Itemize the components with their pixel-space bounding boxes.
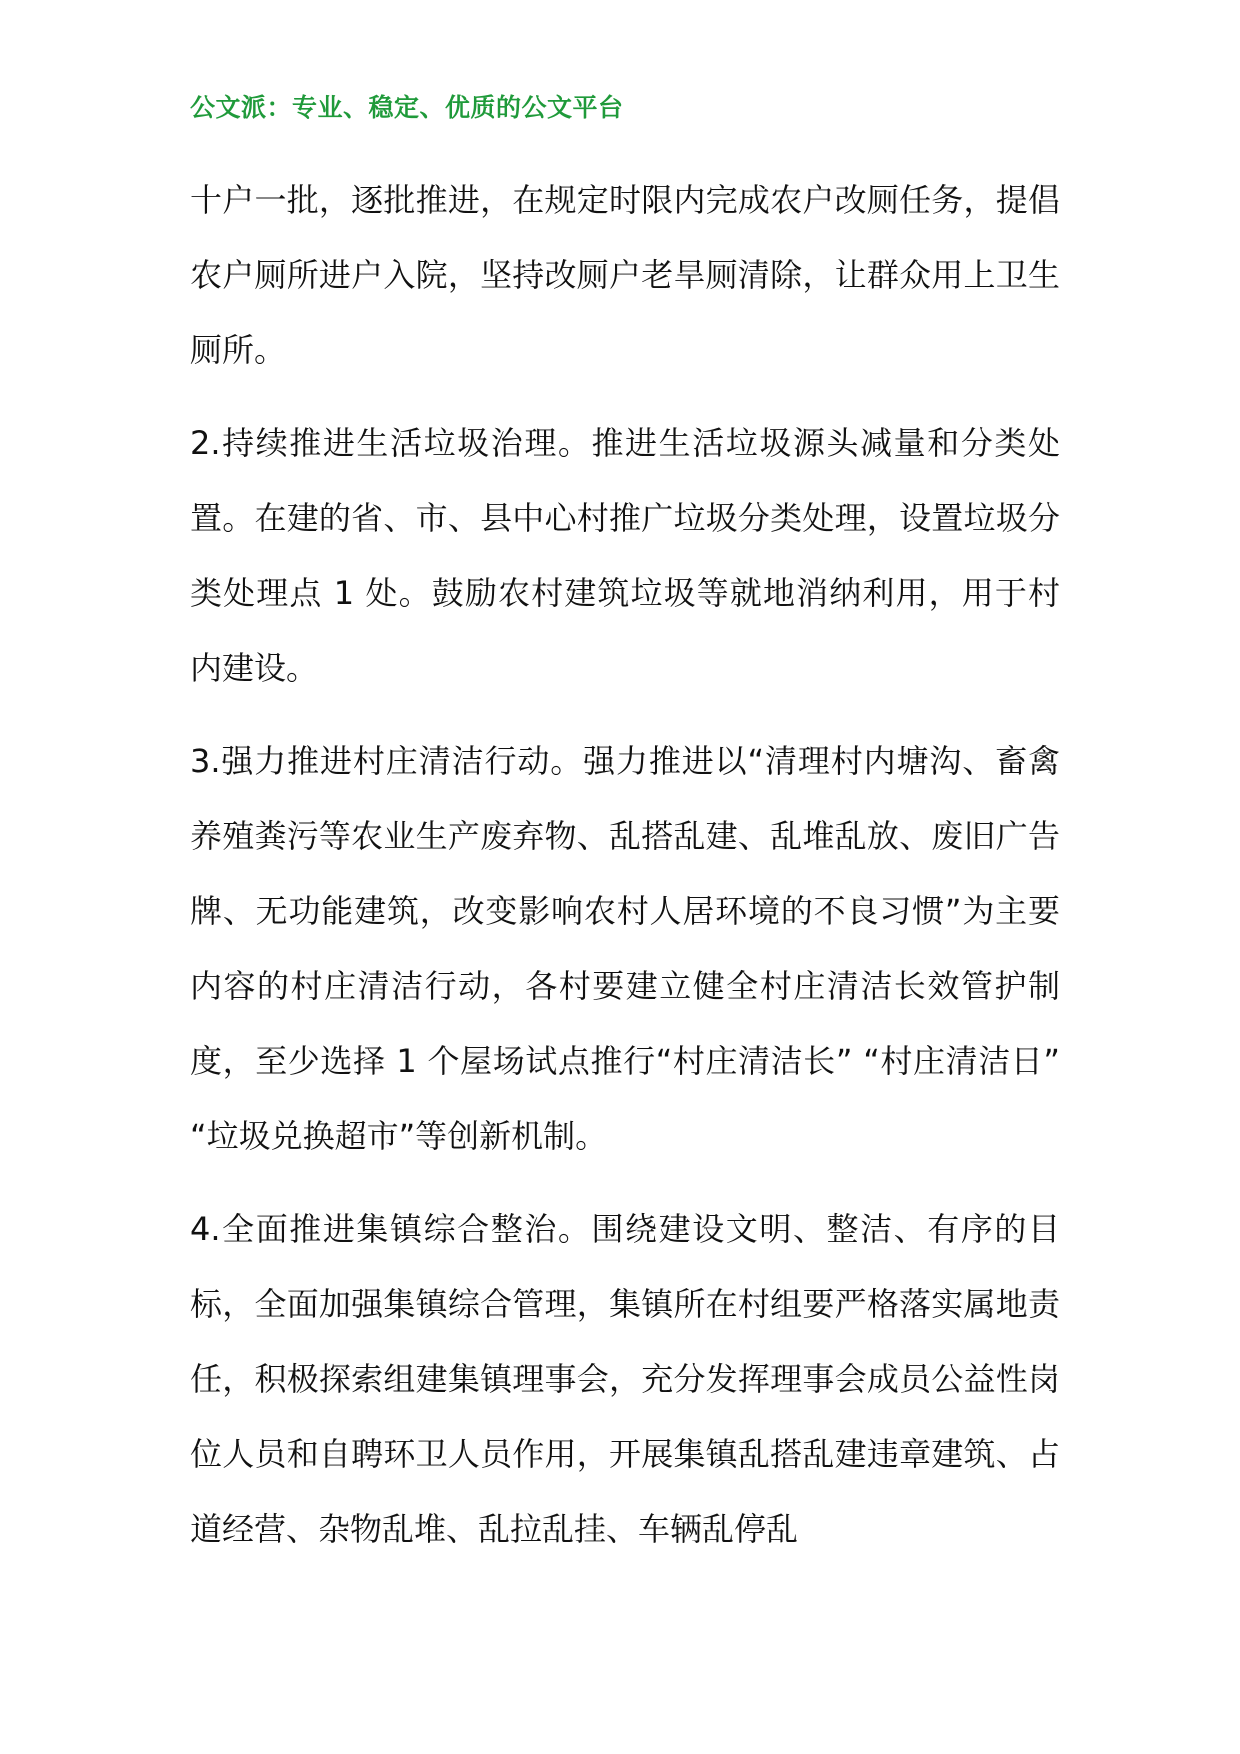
paragraph-garbage-treatment: 2.持续推进生活垃圾治理。推进生活垃圾源头减量和分类处置。在建的省、市、县中心村推广垃圾分类处理，设置垃圾分类处理点 1 处。鼓励农村建筑垃圾等就地消纳利用，用于村内建设。 — [190, 424, 1060, 687]
paragraph-toilet-reform: 十户一批，逐批推进，在规定时限内完成农户改厕任务，提倡农户厕所进户入院，坚持改厕户老旱厕清除，让群众用上卫生厕所。 — [190, 181, 1060, 369]
site-header: 公文派：专业、稳定、优质的公文平台 — [190, 93, 624, 122]
paragraph-village-cleaning: 3.强力推进村庄清洁行动。强力推进以“清理村内塘沟、畜禽养殖粪污等农业生产废弃物、乱搭乱建、乱堆乱放、废旧广告牌、无功能建筑，改变影响农村人居环境的不良习惯”为主要内容的村庄清洁行动，各村要建立健全村庄清洁长效管护制度，至少选择 1 个屋场试点推行“村庄清洁长” “村庄清洁日” “垃圾兑换超市”等创新机制。 — [190, 742, 1060, 1155]
document-body — [190, 163, 1060, 1585]
paragraph-town-rectification: 4.全面推进集镇综合整治。围绕建设文明、整洁、有序的目标，全面加强集镇综合管理，集镇所在村组要严格落实属地责任，积极探索组建集镇理事会，充分发挥理事会成员公益性岗位人员和自聘环卫人员作用，开展集镇乱搭乱建违章建筑、占道经营、杂物乱堆、乱拉乱挂、车辆乱停乱 — [190, 1210, 1060, 1548]
